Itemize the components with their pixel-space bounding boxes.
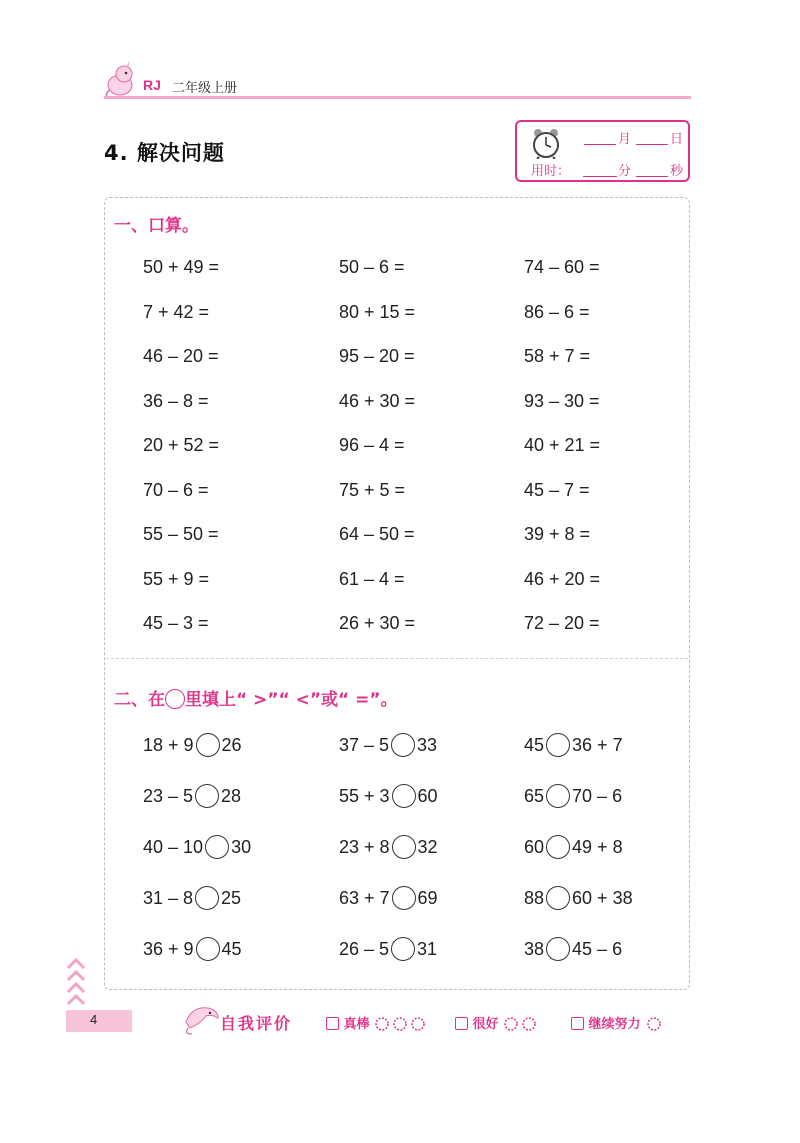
chevron-up-icon — [66, 958, 86, 1008]
oral-calc-item: 46 – 20 = — [143, 346, 219, 366]
compare-right: 49 + 8 — [572, 836, 623, 857]
compare-right: 60 — [417, 785, 438, 806]
checkbox-icon[interactable] — [455, 1017, 468, 1030]
compare-right: 45 – 6 — [572, 938, 623, 959]
minute-label: 分 — [618, 164, 632, 179]
compare-item — [524, 886, 633, 910]
section-separator — [106, 658, 688, 659]
compare-item — [143, 886, 241, 910]
compare-right: 31 — [417, 938, 438, 959]
flower-icon — [645, 1016, 663, 1032]
oral-calc-item: 64 – 50 = — [339, 524, 415, 544]
answer-circle[interactable] — [195, 784, 219, 808]
answer-circle[interactable] — [546, 733, 570, 757]
compare-item — [143, 937, 242, 961]
part2-heading-end: 里填上“ >”“ <”或“ =”。 — [185, 690, 398, 710]
checkbox-icon[interactable] — [571, 1017, 584, 1030]
compare-item — [524, 733, 623, 757]
dolphin-icon — [182, 1000, 222, 1036]
compare-left: 55 + 3 — [339, 785, 390, 806]
compare-item — [339, 835, 438, 859]
oral-calc-item: 7 + 42 = — [143, 301, 210, 322]
compare-left: 60 — [524, 836, 545, 857]
alarm-clock-icon — [530, 127, 562, 159]
oral-calc-item: 26 + 30 = — [339, 613, 416, 633]
answer-circle[interactable] — [546, 886, 570, 910]
compare-left: 88 — [524, 887, 545, 908]
oral-calc-item: 55 – 50 = — [143, 524, 219, 544]
compare-right: 25 — [221, 887, 242, 908]
answer-circle[interactable] — [205, 835, 229, 859]
eval-option-keep-trying[interactable] — [571, 1013, 663, 1032]
flower-icon — [503, 1016, 539, 1032]
compare-right: 45 — [221, 938, 242, 959]
oral-calc-item: 46 + 20 = — [524, 568, 601, 589]
compare-left: 45 — [524, 734, 545, 755]
compare-item — [524, 784, 622, 808]
second-blank[interactable] — [636, 176, 668, 177]
oral-calc-item: 55 + 9 = — [143, 568, 210, 589]
compare-left: 36 + 9 — [143, 938, 194, 959]
grade-label: 二年级上册 — [172, 81, 238, 96]
answer-circle[interactable] — [196, 733, 220, 757]
eval-option-label: 真棒 — [343, 1017, 370, 1032]
oral-calc-item: 80 + 15 = — [339, 301, 416, 322]
month-blank[interactable] — [584, 144, 616, 145]
unicorn-mascot-icon — [100, 60, 140, 100]
compare-item — [524, 937, 622, 961]
compare-right: 33 — [417, 734, 438, 755]
answer-circle[interactable] — [392, 784, 416, 808]
part2-heading-start: 二、在 — [114, 690, 165, 710]
compare-item — [143, 835, 251, 859]
oral-calc-item: 72 – 20 = — [524, 613, 600, 633]
day-blank[interactable] — [636, 144, 668, 145]
checkbox-icon[interactable] — [326, 1017, 339, 1030]
compare-item — [339, 886, 438, 910]
oral-calc-item: 20 + 52 = — [143, 435, 220, 455]
compare-left: 38 — [524, 938, 545, 959]
compare-item — [339, 784, 438, 808]
compare-right: 32 — [417, 836, 438, 857]
oral-calc-item: 93 – 30 = — [524, 390, 600, 411]
part1-heading: 一、口算。 — [114, 216, 199, 236]
oral-calc-item: 75 + 5 = — [339, 479, 406, 500]
page-number: 4 — [90, 1012, 98, 1027]
eval-option-label: 继续努力 — [588, 1017, 641, 1032]
eval-option-good[interactable] — [455, 1013, 539, 1032]
page-number-tab — [66, 1010, 132, 1032]
oral-calc-item: 36 – 8 = — [143, 390, 209, 411]
oral-calc-item: 39 + 8 = — [524, 524, 591, 544]
compare-right: 30 — [231, 836, 252, 857]
second-label: 秒 — [670, 164, 684, 179]
circle-icon — [165, 689, 185, 709]
answer-circle[interactable] — [195, 886, 219, 910]
compare-item — [143, 733, 242, 757]
compare-left: 23 – 5 — [143, 785, 194, 806]
section-title: 4. 解决问题 — [104, 141, 225, 165]
compare-item — [339, 937, 437, 961]
eval-option-great[interactable] — [326, 1013, 426, 1032]
time-used-label: 用时： — [531, 164, 571, 179]
month-label: 月 — [618, 132, 632, 147]
compare-item — [143, 784, 241, 808]
oral-calc-item: 45 – 3 = — [143, 613, 209, 633]
compare-left: 37 – 5 — [339, 734, 390, 755]
oral-calc-item: 45 – 7 = — [524, 479, 590, 500]
day-label: 日 — [670, 132, 684, 147]
compare-right: 36 + 7 — [572, 734, 623, 755]
oral-calc-item: 61 – 4 = — [339, 568, 405, 589]
compare-right: 26 — [221, 734, 242, 755]
flower-icon — [374, 1016, 426, 1032]
oral-calc-item: 58 + 7 = — [524, 346, 591, 366]
compare-left: 31 – 8 — [143, 887, 194, 908]
oral-calc-item: 46 + 30 = — [339, 390, 416, 411]
compare-right: 28 — [221, 785, 242, 806]
oral-calc-item: 40 + 21 = — [524, 435, 601, 455]
oral-calc-item: 70 – 6 = — [143, 479, 209, 500]
compare-item — [524, 835, 623, 859]
eval-option-label: 很好 — [472, 1017, 499, 1032]
oral-calc-item: 50 – 6 = — [339, 257, 405, 277]
answer-circle[interactable] — [392, 835, 416, 859]
series-code: RJ — [143, 77, 161, 93]
compare-right: 69 — [417, 887, 438, 908]
self-eval-label: 自我评价 — [220, 1014, 293, 1033]
compare-left: 18 + 9 — [143, 734, 194, 755]
part2-heading — [114, 685, 398, 710]
compare-left: 26 – 5 — [339, 938, 390, 959]
answer-circle[interactable] — [392, 886, 416, 910]
oral-calc-item: 95 – 20 = — [339, 346, 415, 366]
answer-circle[interactable] — [546, 937, 570, 961]
header-divider — [104, 96, 691, 99]
answer-circle[interactable] — [546, 835, 570, 859]
oral-calc-item: 50 + 49 = — [143, 257, 220, 277]
compare-left: 40 – 10 — [143, 836, 204, 857]
answer-circle[interactable] — [546, 784, 570, 808]
compare-left: 65 — [524, 785, 545, 806]
compare-right: 60 + 38 — [572, 887, 633, 908]
oral-calc-item: 96 – 4 = — [339, 435, 405, 455]
answer-circle[interactable] — [391, 733, 415, 757]
oral-calc-item: 74 – 60 = — [524, 257, 600, 277]
answer-circle[interactable] — [391, 937, 415, 961]
compare-left: 63 + 7 — [339, 887, 390, 908]
compare-item — [339, 733, 437, 757]
compare-right: 70 – 6 — [572, 785, 623, 806]
answer-circle[interactable] — [196, 937, 220, 961]
compare-left: 23 + 8 — [339, 836, 390, 857]
oral-calc-item: 86 – 6 = — [524, 301, 590, 322]
minute-blank[interactable] — [583, 176, 617, 177]
